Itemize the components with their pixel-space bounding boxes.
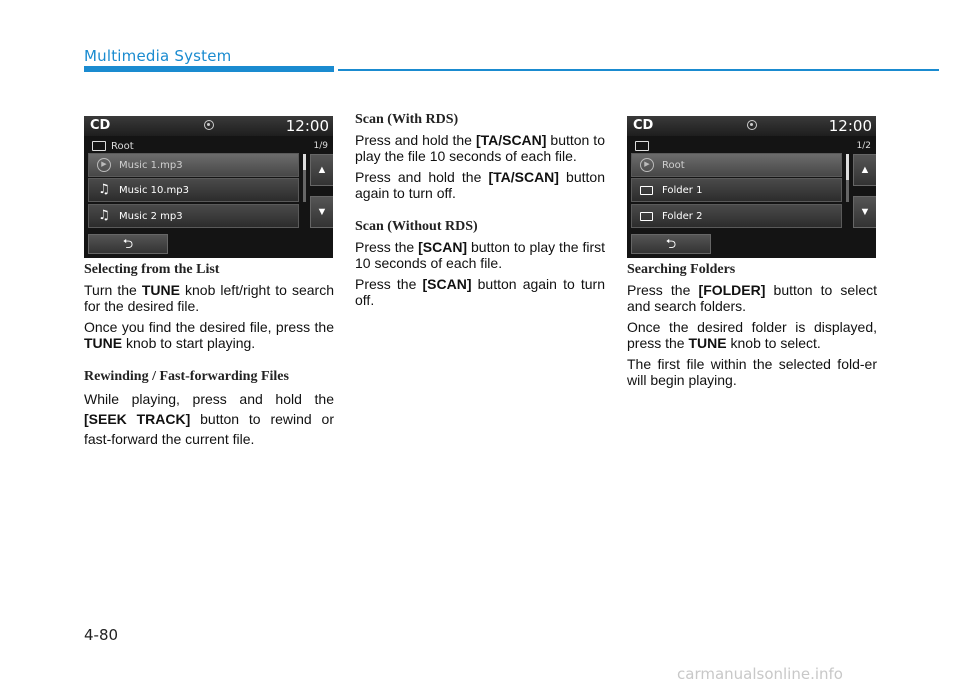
paragraph: Press the [FOLDER] button to select and search folders. [627,282,878,314]
ta-scan-label: [TA/SCAN] [488,169,559,185]
scroll-up-button[interactable]: ▲ [310,154,333,186]
paragraph: Press the [SCAN] button to play the first 10 seconds of each file. [355,239,605,271]
play-circle-icon: ▶ [640,158,654,172]
status-bar [84,116,333,136]
paragraph: Press the [SCAN] button again to turn off. [355,276,606,308]
folder-item[interactable] [631,178,842,202]
paragraph: The first file within the selected fold-er will begin playing. [627,356,877,388]
column-3 [627,262,877,393]
music-note-icon: ♫ [98,182,110,197]
ta-scan-label: [TA/SCAN] [475,132,547,148]
folder-item-label: Root [662,160,685,171]
heading-selecting-list: Selecting from the List [84,262,220,277]
scroll-down-button[interactable]: ▼ [310,196,333,228]
back-arrow-icon: ⮌ [122,236,134,251]
scroll-up-button[interactable]: ▲ [853,154,876,186]
scrollbar-thumb[interactable] [303,154,306,170]
seek-track-label: [SEEK TRACK] [84,411,191,427]
source-label: CD [90,118,111,133]
folder-item[interactable] [631,153,842,177]
folder-icon [640,212,653,221]
paragraph: Once the desired folder is displayed, press the TUNE knob to select. [627,319,877,351]
cd-list-screen [84,116,333,258]
folder-icon [635,141,649,151]
folder-icon [92,141,106,151]
heading-rewinding: Rewinding / Fast-forwarding Files [84,369,289,384]
paragraph: Press and hold the [TA/SCAN] button to play the file 10 seconds of each file. [355,132,605,164]
scrollbar[interactable] [303,154,306,202]
source-label: CD [633,118,654,133]
paragraph: While playing, press and hold the [SEEK TRACK] button to rewind or fast-forward the current file. [84,391,334,447]
list-item-label: Music 2 mp3 [119,211,183,222]
folder-button-label: [FOLDER] [698,282,766,298]
list-item-label: Music 10.mp3 [119,185,189,196]
list-item[interactable] [88,178,299,202]
heading-searching-folders: Searching Folders [627,262,736,277]
column-1 [84,262,334,454]
back-button[interactable] [88,234,168,254]
folder-item[interactable] [631,204,842,228]
heading-scan-no-rds: Scan (Without RDS) [355,219,478,234]
header-rule-thick [84,66,334,72]
back-button[interactable] [631,234,711,254]
paragraph: Once you find the desired file, press the TUNE knob to start playing. [84,319,334,351]
scan-label: [SCAN] [422,276,472,292]
scrollbar-thumb[interactable] [846,154,849,180]
scrollbar[interactable] [846,154,849,202]
cd-folder-screen [627,116,876,258]
music-note-icon: ♫ [98,208,110,223]
page-number: 4-80 [84,626,119,644]
section-title: Multimedia System [84,47,232,65]
heading-scan-rds: Scan (With RDS) [355,112,459,127]
page-indicator: 1/2 [856,141,871,151]
folder-item-label: Folder 1 [662,185,703,196]
path-label: Root [111,141,134,152]
paragraph: Turn the TUNE knob left/right to search for the desired file. [84,282,334,314]
paragraph: Press and hold the [TA/SCAN] button again to turn off. [355,169,605,201]
disc-icon [747,120,757,130]
list-item[interactable] [88,204,299,228]
clock: 12:00 [828,117,872,135]
disc-icon [204,120,214,130]
tune-knob-label: TUNE [688,335,727,351]
back-arrow-icon: ⮌ [665,236,677,251]
scan-label: [SCAN] [418,239,468,255]
header-rule-thin [338,69,939,71]
tune-knob-label: TUNE [141,282,180,298]
watermark: carmanualsonline.info [677,665,843,683]
clock: 12:00 [285,117,329,135]
play-circle-icon: ▶ [97,158,111,172]
status-bar [627,116,876,136]
scroll-down-button[interactable]: ▼ [853,196,876,228]
list-item[interactable] [88,153,299,177]
list-item-label: Music 1.mp3 [119,160,183,171]
folder-icon [640,186,653,195]
column-2 [355,112,605,313]
page-indicator: 1/9 [313,141,328,151]
tune-knob-label: TUNE [84,335,123,351]
folder-item-label: Folder 2 [662,211,703,222]
